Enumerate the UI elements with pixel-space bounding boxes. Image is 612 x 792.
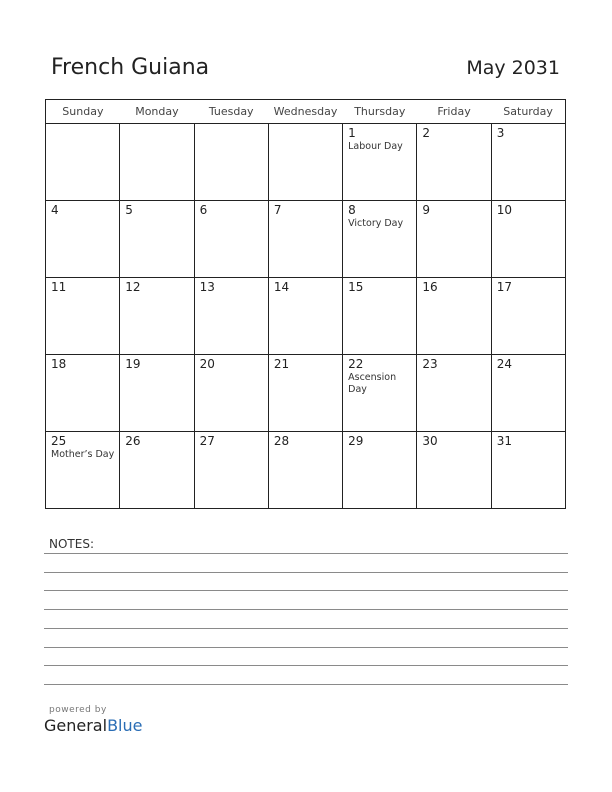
holiday-label: Victory Day	[348, 218, 404, 229]
day-cell	[417, 278, 491, 355]
day-cell	[343, 201, 417, 278]
calendar-month: May 2031	[466, 57, 560, 79]
weekday-header: Friday	[417, 100, 491, 124]
day-cell	[46, 278, 120, 355]
day-number: 29	[348, 434, 364, 448]
day-cell	[194, 355, 268, 432]
day-cell	[268, 355, 342, 432]
day-cell	[120, 278, 194, 355]
day-number: 28	[273, 434, 290, 448]
day-cell	[343, 355, 417, 432]
day-cell	[491, 355, 565, 432]
note-line	[44, 590, 568, 591]
day-number: 7	[273, 203, 282, 217]
day-number: 31	[496, 434, 512, 448]
weekday-header: Saturday	[491, 100, 565, 124]
weekday-header-row	[46, 100, 566, 124]
day-cell	[194, 432, 268, 509]
day-number: 13	[199, 280, 215, 294]
day-number: 6	[199, 203, 208, 217]
calendar-week-row	[46, 201, 566, 278]
day-number: 17	[496, 280, 512, 294]
day-number: 20	[199, 357, 215, 371]
day-number: 22	[348, 357, 364, 371]
day-cell	[120, 201, 194, 278]
day-number: 15	[348, 280, 364, 294]
day-cell	[417, 201, 491, 278]
calendar-week-row	[46, 432, 566, 509]
calendar-grid	[45, 99, 566, 509]
day-cell	[46, 201, 120, 278]
day-cell	[120, 355, 194, 432]
day-cell	[491, 201, 565, 278]
day-cell	[46, 432, 120, 509]
holiday-label: Ascension Day	[348, 372, 397, 395]
note-line	[44, 609, 568, 610]
weekday-header: Monday	[120, 100, 194, 124]
note-line	[44, 572, 568, 573]
day-cell	[343, 124, 417, 201]
day-number: 21	[273, 357, 290, 371]
day-number: 30	[422, 434, 438, 448]
calendar-week-row	[46, 124, 566, 201]
weekday-header: Sunday	[46, 100, 120, 124]
day-number: 23	[422, 357, 438, 371]
day-number: 26	[125, 434, 141, 448]
day-cell	[268, 201, 342, 278]
day-cell	[268, 432, 342, 509]
day-cell	[417, 432, 491, 509]
day-cell	[194, 124, 268, 201]
day-cell	[417, 355, 491, 432]
notes-label: NOTES:	[49, 537, 94, 551]
day-cell	[343, 432, 417, 509]
brand-general: General	[44, 716, 108, 735]
day-number: 8	[348, 203, 356, 217]
day-number: 2	[422, 126, 431, 140]
note-line	[44, 553, 568, 554]
day-number: 1	[348, 126, 356, 140]
day-cell	[417, 124, 491, 201]
day-number: 4	[51, 203, 59, 217]
day-number: 3	[496, 126, 505, 140]
day-number: 16	[422, 280, 438, 294]
day-cell	[46, 124, 120, 201]
weekday-header: Thursday	[343, 100, 417, 124]
day-cell	[491, 432, 565, 509]
day-number: 9	[422, 203, 431, 217]
powered-by-text: powered by	[49, 705, 107, 715]
day-cell	[194, 278, 268, 355]
day-number: 11	[51, 280, 67, 294]
note-line	[44, 628, 568, 629]
day-cell	[194, 201, 268, 278]
generalblue-logo	[44, 716, 142, 735]
day-number: 24	[496, 357, 512, 371]
day-cell	[343, 278, 417, 355]
calendar-week-row	[46, 355, 566, 432]
calendar-week-row	[46, 278, 566, 355]
day-cell	[268, 124, 342, 201]
day-cell	[268, 278, 342, 355]
note-line	[44, 684, 568, 685]
holiday-label: Mother’s Day	[51, 449, 115, 460]
note-line	[44, 647, 568, 648]
day-cell	[120, 124, 194, 201]
day-number: 10	[496, 203, 512, 217]
day-number: 25	[51, 434, 67, 448]
note-line	[44, 665, 568, 666]
day-number: 18	[51, 357, 67, 371]
day-cell	[491, 278, 565, 355]
day-number: 27	[199, 434, 215, 448]
day-cell	[46, 355, 120, 432]
day-number: 5	[125, 203, 133, 217]
day-number: 19	[125, 357, 141, 371]
brand-blue: Blue	[107, 716, 143, 735]
calendar-title: French Guiana	[51, 55, 210, 80]
weekday-header: Tuesday	[194, 100, 268, 124]
day-number: 14	[273, 280, 290, 294]
holiday-label: Labour Day	[348, 141, 403, 152]
day-cell	[120, 432, 194, 509]
day-number: 12	[125, 280, 141, 294]
weekday-header: Wednesday	[268, 100, 342, 124]
day-cell	[491, 124, 565, 201]
